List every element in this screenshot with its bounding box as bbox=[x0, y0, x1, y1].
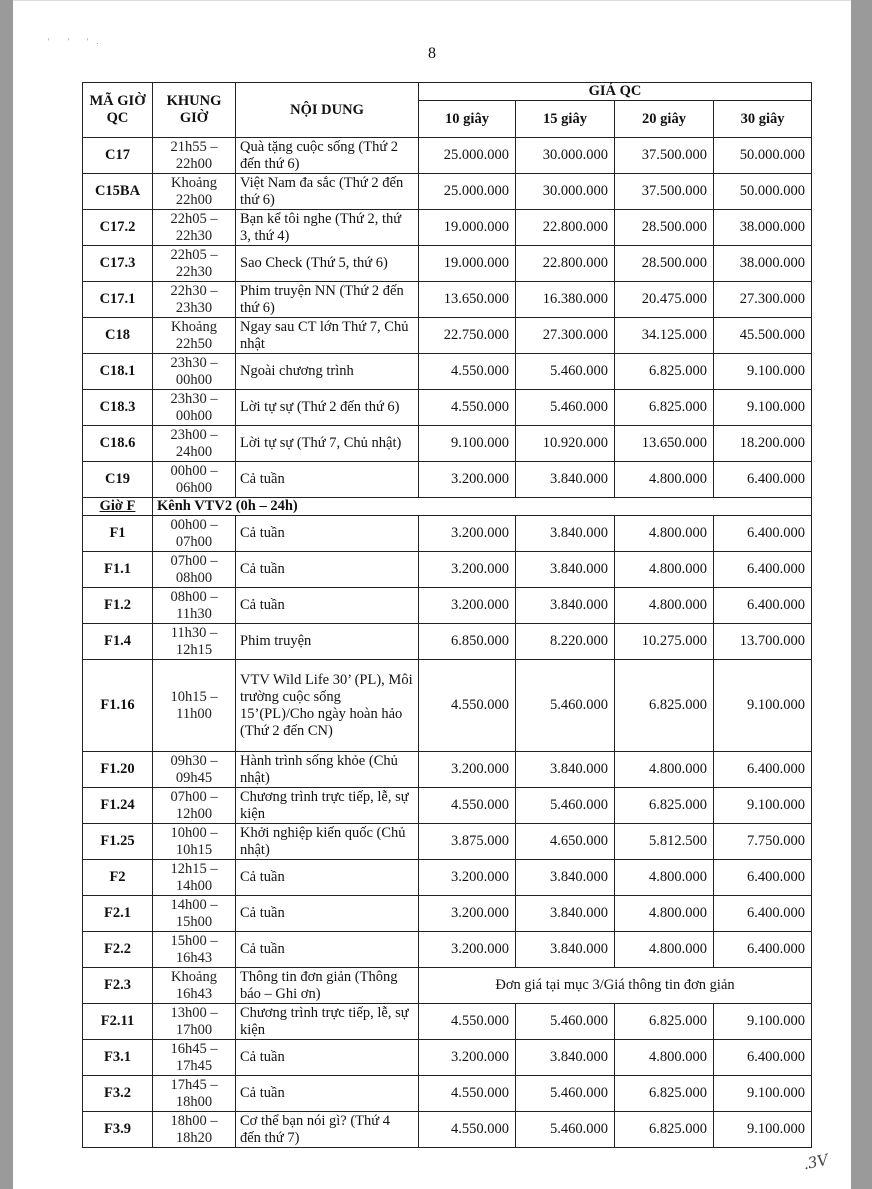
price-15s: 5.460.000 bbox=[516, 660, 615, 752]
price-15s: 8.220.000 bbox=[516, 624, 615, 660]
price-10s: 4.550.000 bbox=[419, 390, 516, 426]
price-30s: 6.400.000 bbox=[714, 462, 812, 498]
program-content: Chương trình trực tiếp, lễ, sự kiện bbox=[236, 788, 419, 824]
slot-code: C17 bbox=[83, 138, 153, 174]
price-30s: 9.100.000 bbox=[714, 1112, 812, 1148]
table-row bbox=[83, 174, 812, 210]
price-15s: 5.460.000 bbox=[516, 390, 615, 426]
price-15s: 3.840.000 bbox=[516, 588, 615, 624]
time-slot: Khoảng 22h00 bbox=[153, 174, 236, 210]
table-row bbox=[83, 660, 812, 752]
time-slot: 22h05 – 22h30 bbox=[153, 210, 236, 246]
program-content: Thông tin đơn giản (Thông báo – Ghi ơn) bbox=[236, 968, 419, 1004]
table-row bbox=[83, 624, 812, 660]
slot-code: C18.1 bbox=[83, 354, 153, 390]
price-15s: 3.840.000 bbox=[516, 932, 615, 968]
price-20s: 4.800.000 bbox=[615, 516, 714, 552]
price-20s: 6.825.000 bbox=[615, 788, 714, 824]
time-slot: 08h00 – 11h30 bbox=[153, 588, 236, 624]
page-number: 8 bbox=[428, 45, 436, 62]
price-20s: 28.500.000 bbox=[615, 210, 714, 246]
header-duration-30s: 30 giây bbox=[714, 101, 812, 138]
time-slot: 10h00 – 10h15 bbox=[153, 824, 236, 860]
price-20s: 4.800.000 bbox=[615, 752, 714, 788]
price-20s: 34.125.000 bbox=[615, 318, 714, 354]
price-10s: 4.550.000 bbox=[419, 1076, 516, 1112]
price-10s: 4.550.000 bbox=[419, 1004, 516, 1040]
price-10s: 4.550.000 bbox=[419, 660, 516, 752]
price-30s: 27.300.000 bbox=[714, 282, 812, 318]
price-15s: 3.840.000 bbox=[516, 1040, 615, 1076]
table-row bbox=[83, 390, 812, 426]
slot-code: F2 bbox=[83, 860, 153, 896]
price-10s: 4.550.000 bbox=[419, 1112, 516, 1148]
price-15s: 4.650.000 bbox=[516, 824, 615, 860]
price-30s: 38.000.000 bbox=[714, 210, 812, 246]
slot-code: F1.16 bbox=[83, 660, 153, 752]
time-slot: 23h30 – 00h00 bbox=[153, 354, 236, 390]
program-content: Lời tự sự (Thứ 2 đến thứ 6) bbox=[236, 390, 419, 426]
program-content: Ngay sau CT lớn Thứ 7, Chủ nhật bbox=[236, 318, 419, 354]
price-20s: 10.275.000 bbox=[615, 624, 714, 660]
time-slot: 07h00 – 12h00 bbox=[153, 788, 236, 824]
price-10s: 3.200.000 bbox=[419, 896, 516, 932]
slot-code: C19 bbox=[83, 462, 153, 498]
slot-code: F1 bbox=[83, 516, 153, 552]
price-20s: 4.800.000 bbox=[615, 860, 714, 896]
price-30s: 9.100.000 bbox=[714, 788, 812, 824]
table-row bbox=[83, 752, 812, 788]
price-15s: 5.460.000 bbox=[516, 354, 615, 390]
table-row bbox=[83, 1004, 812, 1040]
price-30s: 9.100.000 bbox=[714, 660, 812, 752]
price-15s: 30.000.000 bbox=[516, 138, 615, 174]
table-row bbox=[83, 246, 812, 282]
price-20s: 37.500.000 bbox=[615, 174, 714, 210]
price-20s: 13.650.000 bbox=[615, 426, 714, 462]
time-slot: 16h45 – 17h45 bbox=[153, 1040, 236, 1076]
table-row bbox=[83, 896, 812, 932]
program-content: Cơ thể bạn nói gì? (Thứ 4 đến thứ 7) bbox=[236, 1112, 419, 1148]
time-slot: 13h00 – 17h00 bbox=[153, 1004, 236, 1040]
price-30s: 6.400.000 bbox=[714, 516, 812, 552]
price-15s: 5.460.000 bbox=[516, 1112, 615, 1148]
section-f-label: Giờ F bbox=[83, 498, 153, 516]
program-content: Cả tuần bbox=[236, 516, 419, 552]
table-row bbox=[83, 932, 812, 968]
price-20s: 20.475.000 bbox=[615, 282, 714, 318]
slot-code: C17.1 bbox=[83, 282, 153, 318]
price-15s: 3.840.000 bbox=[516, 516, 615, 552]
price-30s: 38.000.000 bbox=[714, 246, 812, 282]
time-slot: 23h30 – 00h00 bbox=[153, 390, 236, 426]
time-slot: 11h30 – 12h15 bbox=[153, 624, 236, 660]
price-30s: 9.100.000 bbox=[714, 390, 812, 426]
slot-code: F2.11 bbox=[83, 1004, 153, 1040]
price-15s: 3.840.000 bbox=[516, 552, 615, 588]
table-row bbox=[83, 282, 812, 318]
price-30s: 50.000.000 bbox=[714, 138, 812, 174]
price-10s: 3.200.000 bbox=[419, 516, 516, 552]
slot-code: F3.9 bbox=[83, 1112, 153, 1148]
program-content: Cả tuần bbox=[236, 552, 419, 588]
program-content: Cả tuần bbox=[236, 462, 419, 498]
time-slot: 23h00 – 24h00 bbox=[153, 426, 236, 462]
slot-code: F1.24 bbox=[83, 788, 153, 824]
program-content: Cả tuần bbox=[236, 932, 419, 968]
time-slot: 07h00 – 08h00 bbox=[153, 552, 236, 588]
header-duration-20s: 20 giây bbox=[615, 101, 714, 138]
price-15s: 5.460.000 bbox=[516, 1076, 615, 1112]
table-row bbox=[83, 1112, 812, 1148]
time-slot: 12h15 – 14h00 bbox=[153, 860, 236, 896]
price-30s: 13.700.000 bbox=[714, 624, 812, 660]
time-slot: 00h00 – 07h00 bbox=[153, 516, 236, 552]
price-10s: 19.000.000 bbox=[419, 210, 516, 246]
header-duration-15s: 15 giây bbox=[516, 101, 615, 138]
price-10s: 3.200.000 bbox=[419, 552, 516, 588]
program-content: Cả tuần bbox=[236, 588, 419, 624]
price-15s: 22.800.000 bbox=[516, 246, 615, 282]
price-15s: 16.380.000 bbox=[516, 282, 615, 318]
time-slot: 17h45 – 18h00 bbox=[153, 1076, 236, 1112]
slot-code: F2.3 bbox=[83, 968, 153, 1004]
price-20s: 37.500.000 bbox=[615, 138, 714, 174]
price-20s: 6.825.000 bbox=[615, 354, 714, 390]
table-row bbox=[83, 968, 812, 1004]
table-row bbox=[83, 426, 812, 462]
price-20s: 6.825.000 bbox=[615, 1004, 714, 1040]
table-row bbox=[83, 210, 812, 246]
table-row bbox=[83, 1040, 812, 1076]
ad-rate-table bbox=[82, 82, 812, 1148]
price-30s: 6.400.000 bbox=[714, 752, 812, 788]
program-content: Chương trình trực tiếp, lễ, sự kiện bbox=[236, 1004, 419, 1040]
price-15s: 3.840.000 bbox=[516, 752, 615, 788]
price-30s: 6.400.000 bbox=[714, 932, 812, 968]
time-slot: 22h05 – 22h30 bbox=[153, 246, 236, 282]
program-content: Cả tuần bbox=[236, 896, 419, 932]
program-content: Sao Check (Thứ 5, thứ 6) bbox=[236, 246, 419, 282]
price-30s: 18.200.000 bbox=[714, 426, 812, 462]
time-slot: Khoảng 16h43 bbox=[153, 968, 236, 1004]
table-row bbox=[83, 588, 812, 624]
price-15s: 3.840.000 bbox=[516, 896, 615, 932]
time-slot: 14h00 – 15h00 bbox=[153, 896, 236, 932]
section-f-title: Kênh VTV2 (0h – 24h) bbox=[153, 498, 812, 516]
program-content: Cả tuần bbox=[236, 1040, 419, 1076]
price-30s: 9.100.000 bbox=[714, 1076, 812, 1112]
price-15s: 27.300.000 bbox=[516, 318, 615, 354]
slot-code: C18 bbox=[83, 318, 153, 354]
time-slot: 22h30 – 23h30 bbox=[153, 282, 236, 318]
slot-code: F3.1 bbox=[83, 1040, 153, 1076]
slot-code: C18.3 bbox=[83, 390, 153, 426]
price-30s: 6.400.000 bbox=[714, 1040, 812, 1076]
price-20s: 6.825.000 bbox=[615, 1076, 714, 1112]
price-10s: 9.100.000 bbox=[419, 426, 516, 462]
handwritten-initials: .3V bbox=[801, 1150, 830, 1174]
program-content: Việt Nam đa sắc (Thứ 2 đến thứ 6) bbox=[236, 174, 419, 210]
header-content: NỘI DUNG bbox=[236, 83, 419, 138]
price-30s: 9.100.000 bbox=[714, 1004, 812, 1040]
price-30s: 6.400.000 bbox=[714, 896, 812, 932]
program-content: Hành trình sống khỏe (Chủ nhật) bbox=[236, 752, 419, 788]
header-code: MÃ GIỜ QC bbox=[83, 83, 153, 138]
price-30s: 6.400.000 bbox=[714, 588, 812, 624]
program-content: Phim truyện bbox=[236, 624, 419, 660]
slot-code: F1.20 bbox=[83, 752, 153, 788]
slot-code: F1.25 bbox=[83, 824, 153, 860]
price-20s: 4.800.000 bbox=[615, 588, 714, 624]
price-10s: 3.200.000 bbox=[419, 1040, 516, 1076]
slot-code: C15BA bbox=[83, 174, 153, 210]
price-30s: 50.000.000 bbox=[714, 174, 812, 210]
slot-code: F1.2 bbox=[83, 588, 153, 624]
price-20s: 4.800.000 bbox=[615, 1040, 714, 1076]
price-30s: 6.400.000 bbox=[714, 552, 812, 588]
table-row bbox=[83, 1076, 812, 1112]
program-content: Cả tuần bbox=[236, 1076, 419, 1112]
price-15s: 5.460.000 bbox=[516, 1004, 615, 1040]
table-row bbox=[83, 552, 812, 588]
price-10s: 4.550.000 bbox=[419, 788, 516, 824]
price-10s: 3.875.000 bbox=[419, 824, 516, 860]
price-10s: 6.850.000 bbox=[419, 624, 516, 660]
slot-code: C17.2 bbox=[83, 210, 153, 246]
time-slot: 00h00 – 06h00 bbox=[153, 462, 236, 498]
price-10s: 19.000.000 bbox=[419, 246, 516, 282]
table-row bbox=[83, 318, 812, 354]
time-slot: 10h15 – 11h00 bbox=[153, 660, 236, 752]
program-content: VTV Wild Life 30’ (PL), Môi trường cuộc sống 15’(PL)/Cho ngày hoàn hảo (Thứ 2 đến CN) bbox=[236, 660, 419, 752]
time-slot: 15h00 – 16h43 bbox=[153, 932, 236, 968]
time-slot: Khoảng 22h50 bbox=[153, 318, 236, 354]
table-row bbox=[83, 138, 812, 174]
price-30s: 6.400.000 bbox=[714, 860, 812, 896]
price-10s: 3.200.000 bbox=[419, 462, 516, 498]
program-content: Khởi nghiệp kiến quốc (Chủ nhật) bbox=[236, 824, 419, 860]
slot-code: F2.1 bbox=[83, 896, 153, 932]
price-30s: 7.750.000 bbox=[714, 824, 812, 860]
program-content: Ngoài chương trình bbox=[236, 354, 419, 390]
slot-code: C17.3 bbox=[83, 246, 153, 282]
table-row bbox=[83, 462, 812, 498]
price-20s: 4.800.000 bbox=[615, 896, 714, 932]
price-10s: 3.200.000 bbox=[419, 860, 516, 896]
price-20s: 5.812.500 bbox=[615, 824, 714, 860]
slot-code: F3.2 bbox=[83, 1076, 153, 1112]
price-15s: 10.920.000 bbox=[516, 426, 615, 462]
price-10s: 4.550.000 bbox=[419, 354, 516, 390]
price-20s: 6.825.000 bbox=[615, 1112, 714, 1148]
slot-code: F1.1 bbox=[83, 552, 153, 588]
price-10s: 13.650.000 bbox=[419, 282, 516, 318]
time-slot: 21h55 – 22h00 bbox=[153, 138, 236, 174]
price-15s: 3.840.000 bbox=[516, 860, 615, 896]
price-10s: 3.200.000 bbox=[419, 932, 516, 968]
price-30s: 45.500.000 bbox=[714, 318, 812, 354]
time-slot: 09h30 – 09h45 bbox=[153, 752, 236, 788]
table-row bbox=[83, 860, 812, 896]
price-20s: 4.800.000 bbox=[615, 462, 714, 498]
program-content: Bạn kể tôi nghe (Thứ 2, thứ 3, thứ 4) bbox=[236, 210, 419, 246]
price-20s: 6.825.000 bbox=[615, 660, 714, 752]
price-20s: 6.825.000 bbox=[615, 390, 714, 426]
price-15s: 3.840.000 bbox=[516, 462, 615, 498]
document-page bbox=[13, 0, 851, 1189]
header-duration-10s: 10 giây bbox=[419, 101, 516, 138]
price-15s: 22.800.000 bbox=[516, 210, 615, 246]
price-10s: 22.750.000 bbox=[419, 318, 516, 354]
table-row bbox=[83, 354, 812, 390]
price-10s: 25.000.000 bbox=[419, 174, 516, 210]
price-30s: 9.100.000 bbox=[714, 354, 812, 390]
program-content: Phim truyện NN (Thứ 2 đến thứ 6) bbox=[236, 282, 419, 318]
price-20s: 4.800.000 bbox=[615, 932, 714, 968]
slot-code: C18.6 bbox=[83, 426, 153, 462]
scan-marks: ' ' '. bbox=[48, 37, 107, 46]
header-time-slot: KHUNG GIỜ bbox=[153, 83, 236, 138]
time-slot: 18h00 – 18h20 bbox=[153, 1112, 236, 1148]
table-row bbox=[83, 516, 812, 552]
program-content: Cả tuần bbox=[236, 860, 419, 896]
price-20s: 4.800.000 bbox=[615, 552, 714, 588]
slot-code: F1.4 bbox=[83, 624, 153, 660]
table-row bbox=[83, 788, 812, 824]
price-10s: 3.200.000 bbox=[419, 588, 516, 624]
program-content: Lời tự sự (Thứ 7, Chủ nhật) bbox=[236, 426, 419, 462]
section-row-f bbox=[83, 498, 812, 516]
price-note: Đơn giá tại mục 3/Giá thông tin đơn giản bbox=[419, 968, 812, 1004]
program-content: Quà tặng cuộc sống (Thứ 2 đến thứ 6) bbox=[236, 138, 419, 174]
table-row bbox=[83, 824, 812, 860]
price-10s: 25.000.000 bbox=[419, 138, 516, 174]
price-15s: 5.460.000 bbox=[516, 788, 615, 824]
price-10s: 3.200.000 bbox=[419, 752, 516, 788]
header-price-group: GIÁ QC bbox=[419, 83, 812, 101]
price-20s: 28.500.000 bbox=[615, 246, 714, 282]
slot-code: F2.2 bbox=[83, 932, 153, 968]
price-15s: 30.000.000 bbox=[516, 174, 615, 210]
